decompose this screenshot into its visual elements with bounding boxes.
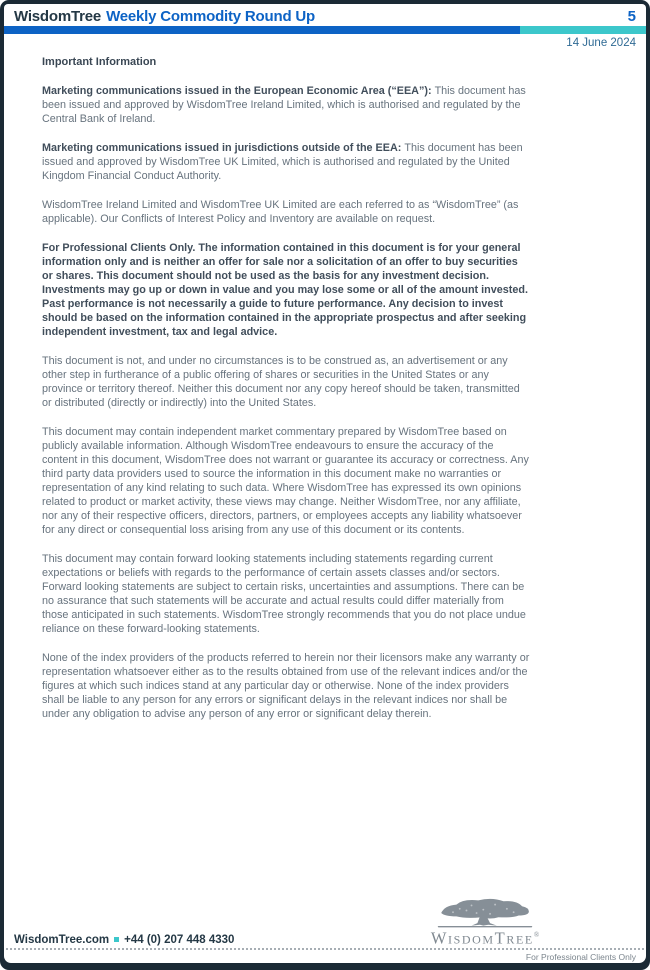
paragraph: Marketing communications issued in jurisdictions outside of the EEA: This document has been issued and approved by WisdomTree UK Limited, which is authorised and regulated by the United Kingdom Financial Conduct Authority.	[42, 142, 523, 182]
paragraph: For Professional Clients Only. The information contained in this document is for your general information only and is neither an offer for sale nor a solicitation of an offer to buy securities or shares. This document should not be used as the basis for any investment decision. Investments may go up or down in value and you may lose some or all of the amount invested. Past performance is not necessarily a guide to future performance. Any decision to invest should be based on the information contained in the appropriate prospectus and after seeking independent investment, tax and legal advice.	[42, 242, 528, 338]
paragraph: WisdomTree Ireland Limited and WisdomTree UK Limited are each referred to as “WisdomTree” (as applicable). Our Conflicts of Interest Policy and Inventory are available on request.	[42, 199, 519, 225]
teal-square-separator	[114, 937, 119, 942]
section-heading: Important Information	[42, 56, 157, 68]
paragraph: None of the index providers of the products referred to herein nor their licensors make any warranty or representation whatsoever either as to the results obtained from use of the relevant indices and/or the figures at which such indices stand at any particular day or otherwise. None of the index providers shall be liable to any person for any errors or significant delays in the relevant indices nor shall be under any obligation to advise any person of any error or significant delay therein.	[42, 652, 530, 720]
paragraph: This document is not, and under no circumstances is to be construed as, an advertisement or any other step in furtherance of a public offering of shares or securities in the United States or any province or territory thereof. Neither this document nor any copy hereof should be taken, transmitted or distributed (directly or indirectly) into the United States.	[42, 355, 520, 409]
phone-number: +44 (0) 207 448 4330	[124, 934, 235, 946]
logo-wordmark	[424, 927, 546, 947]
page-number: 5	[627, 8, 636, 25]
document-title: Weekly Commodity Round Up	[106, 8, 315, 25]
date-row	[4, 34, 646, 51]
page-sheet	[4, 4, 646, 963]
wisdomtree-logo	[424, 897, 546, 947]
paragraph: Marketing communications issued in the European Economic Area (“EEA”): This document has been issued and approved by WisdomTree Ireland Limited, which is authorised and regulated by the Central Bank of Ireland.	[42, 85, 526, 125]
footer-divider	[6, 948, 644, 950]
divider-teal-segment	[520, 26, 646, 34]
professional-clients-note: For Professional Clients Only	[525, 952, 636, 962]
website-link[interactable]: WisdomTree.com	[14, 934, 110, 946]
paragraph-bold-lead: Marketing communications issued in the European Economic Area (“EEA”):	[42, 85, 435, 97]
paragraph-list	[42, 84, 531, 721]
brand-name: WisdomTree	[14, 8, 102, 25]
header-divider	[4, 26, 646, 34]
divider-blue-segment	[4, 26, 520, 34]
paragraph: This document may contain forward looking statements including statements regarding current expectations or beliefs with regards to the performance of certain assets classes and/or sectors. Forward looking statements are subject to certain risks, uncertainties and assumptions. There can be no assurance that such statements will be accurate and actual results could differ materially from those anticipated in such statements. WisdomTree strongly recommends that you do not place undue reliance on these forward-looking statements.	[42, 553, 526, 635]
page-header	[4, 4, 646, 51]
tree-icon	[433, 897, 537, 929]
paragraph-bold-lead: Marketing communications issued in jurisdictions outside of the EEA:	[42, 142, 405, 154]
logo-wordmark-text: WisdomTree	[430, 928, 534, 947]
main-content	[42, 56, 531, 721]
report-date: 14 June 2024	[566, 37, 636, 49]
paragraph: This document may contain independent market commentary prepared by WisdomTree based on publicly available information. Although WisdomTree endeavours to ensure the accuracy of the content in this document, WisdomTree does not warrant or guarantee its accuracy or correctness. Any third party data providers used to source the information in this document make no warranties or representation of any kind relating to such data. Where WisdomTree has expressed its own opinions related to product or market activity, these views may change. Neither WisdomTree, nor any affiliate, nor any of their respective officers, directors, partners, or employees accepts any liability whatsoever for any direct or consequential loss arising from any use of this document or its contents.	[42, 426, 529, 536]
registered-trademark-symbol: ®	[533, 930, 540, 939]
footer-contact	[14, 934, 234, 946]
header-title-row	[4, 4, 646, 23]
